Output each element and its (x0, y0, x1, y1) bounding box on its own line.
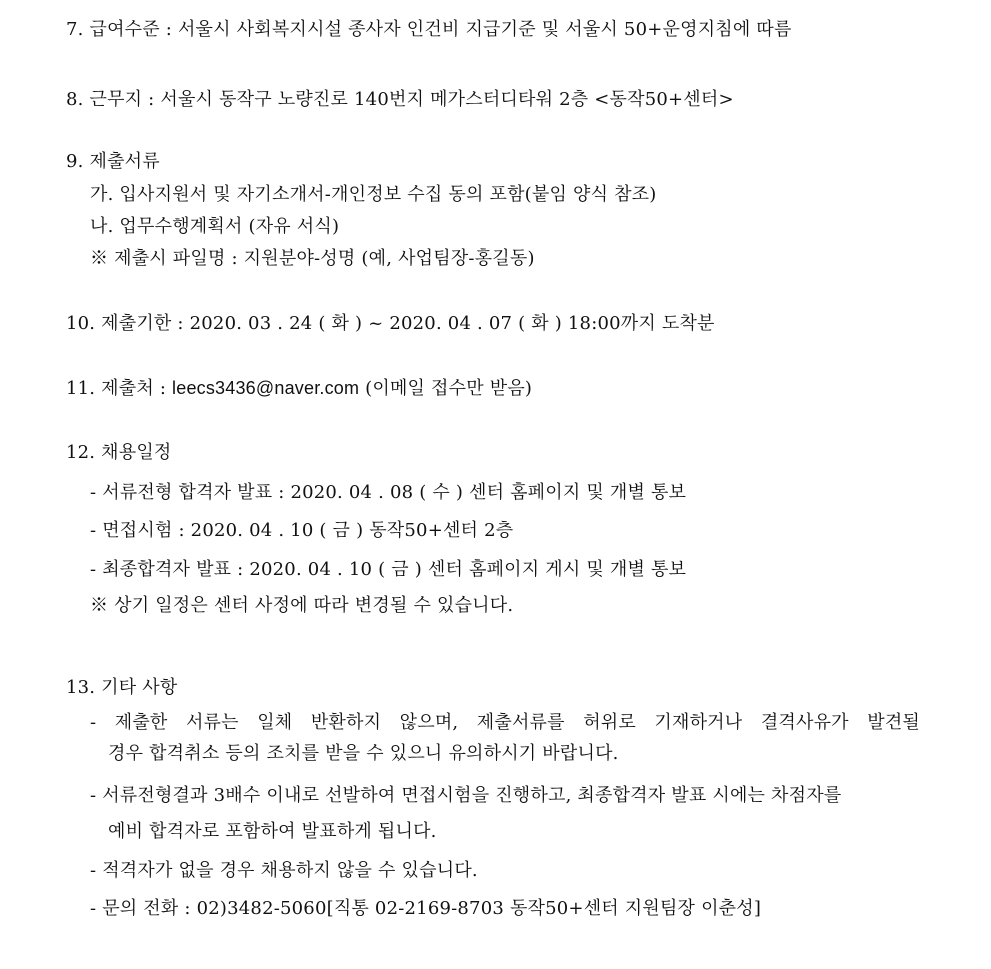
misc-item: - 서류전형결과 3배수 이내로 선발하여 면접시험을 진행하고, 최종합격자 발표 시에는 차점자를 (90, 785, 842, 806)
schedule-item: - 최종합격자 발표 : 2020. 04 . 10 ( 금 ) 센터 홈페이지 게시 및 개별 통보 (90, 559, 687, 580)
schedule-note: ※ 상기 일정은 센터 사정에 따라 변경될 수 있습니다. (90, 595, 514, 616)
submission-email: leecs3436@naver.com (172, 378, 360, 398)
misc-item: - 제출한 서류는 일체 반환하지 않으며, 제출서류를 허위로 기재하거나 결격사유가 발견될 (90, 712, 920, 733)
misc-item-continued: 경우 합격취소 등의 조치를 받을 수 있으니 유의하시기 바랍니다. (108, 743, 619, 764)
misc-item: - 적격자가 없을 경우 채용하지 않을 수 있습니다. (90, 860, 478, 881)
schedule-item: - 서류전형 합격자 발표 : 2020. 04 . 08 ( 수 ) 센터 홈페이지 및 개별 통보 (90, 482, 687, 503)
section-7-salary: 7. 급여수준 : 서울시 사회복지시설 종사자 인건비 지급기준 및 서울시 50+운영지침에 따름 (66, 19, 792, 40)
section-10-deadline: 10. 제출기한 : 2020. 03 . 24 ( 화 ) ~ 2020. 04 . 07 ( 화 ) 18:00까지 도착분 (66, 313, 715, 334)
section-11-submission (66, 376, 532, 401)
section-9-heading: 9. 제출서류 (66, 151, 160, 172)
schedule-item: - 면접시험 : 2020. 04 . 10 ( 금 ) 동작50+센터 2층 (90, 520, 514, 541)
contact-info: - 문의 전화 : 02)3482-5060[직통 02-2169-8703 동작50+센터 지원팀장 이춘성] (90, 898, 762, 919)
section-9-item: 가. 입사지원서 및 자기소개서-개인정보 수집 동의 포함(붙임 양식 참조) (90, 184, 657, 205)
misc-item-continued: 예비 합격자로 포함하여 발표하게 됩니다. (108, 821, 437, 842)
section-9-filename-note: ※ 제출시 파일명 : 지원분야-성명 (예, 사업팀장-홍길동) (90, 248, 535, 269)
section-13-heading: 13. 기타 사항 (66, 677, 178, 698)
section-11-prefix: 11. 제출처 : (66, 378, 173, 399)
section-9-item: 나. 업무수행계획서 (자유 서식) (90, 216, 340, 237)
section-8-workplace: 8. 근무지 : 서울시 동작구 노량진로 140번지 메가스터디타워 2층 <동작50+센터> (66, 89, 734, 110)
section-12-heading: 12. 채용일정 (66, 442, 172, 463)
section-11-suffix: (이메일 접수만 받음) (359, 378, 533, 399)
